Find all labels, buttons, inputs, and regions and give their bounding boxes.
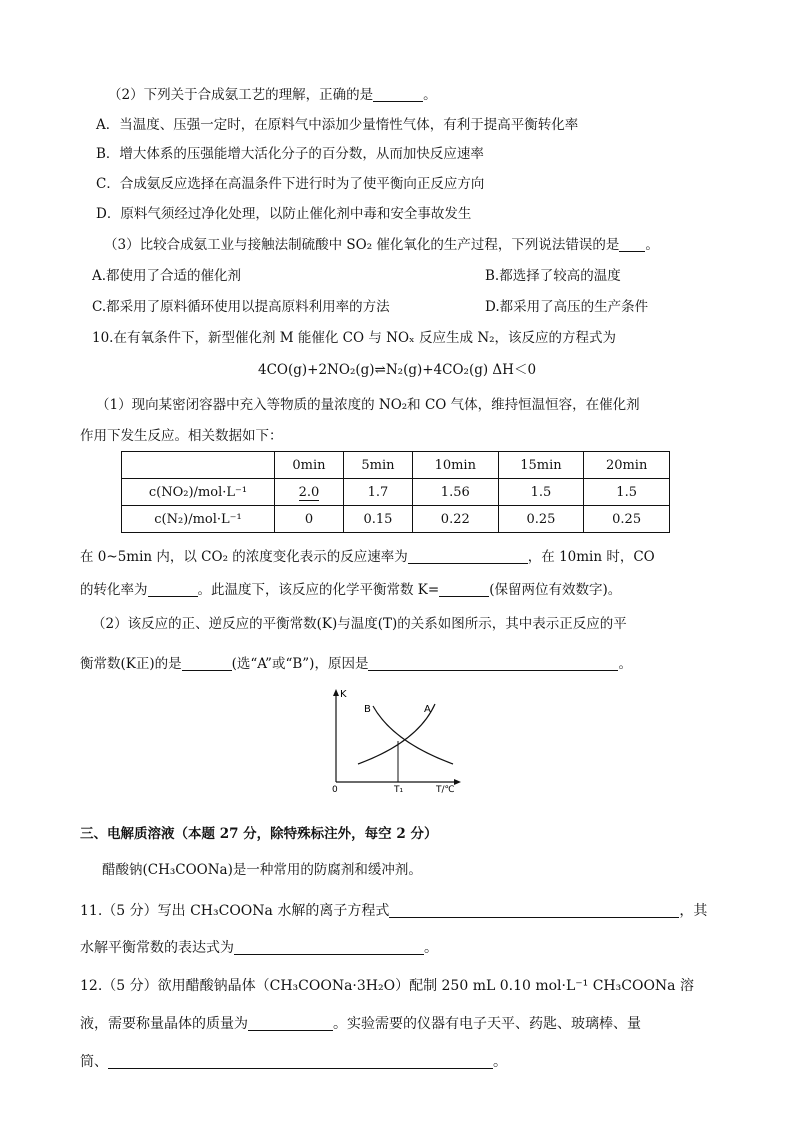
q11-line2: 水解平衡常数的表达式为 。 — [80, 940, 438, 956]
q10-part1-line2: 作用下发生反应。相关数据如下： — [80, 428, 283, 444]
q9-option-b: B．增大体系的压强能增大活化分子的百分数，从而加快反应速率 — [96, 146, 484, 162]
q9-part2: （2）下列关于合成氨工艺的理解，正确的是 。 — [108, 87, 437, 103]
answer-blank[interactable] — [389, 903, 679, 918]
q10-part2-line2: 衡常数(K正)的是 (选“A”或“B”)，原因是 。 — [80, 656, 632, 672]
t1-label: T₁ — [394, 785, 404, 795]
table-cell: 0 — [275, 506, 344, 533]
q10-part2-line1: （2）该反应的正、逆反应的平衡常数(K)与温度(T)的关系如图所示，其中表示正反应的平 — [92, 616, 627, 632]
table-cell: 0.15 — [343, 506, 412, 533]
q11-line1: 11.（5 分）写出 CH₃COONa 水解的离子方程式 ，其 — [80, 903, 708, 919]
q10-q1-line1: 在 0~5min 内，以 CO₂ 的浓度变化表示的反应速率为 ，在 10min 时，CO — [80, 549, 655, 565]
answer-blank[interactable] — [234, 940, 424, 955]
y-axis-label: K — [340, 689, 347, 700]
q12-line2: 液，需要称量晶体的质量为 。实验需要的仪器有电子天平、药匙、玻璃棒、量 — [80, 1016, 641, 1032]
curve-b — [373, 706, 453, 764]
table-header-cell: 15min — [498, 452, 584, 479]
table-header-row — [122, 452, 670, 479]
curve-b-label: B — [364, 704, 371, 715]
table-cell: 0.25 — [498, 506, 584, 533]
answer-blank[interactable] — [439, 583, 489, 598]
q9-p3-option-c: C.都采用了原料循环使用以提高原料利用率的方法 — [92, 299, 390, 315]
table-cell: 1.7 — [343, 479, 412, 506]
data-table — [121, 451, 670, 533]
q9-option-d: D．原料气须经过净化处理，以防止催化剂中毒和安全事故发生 — [96, 206, 472, 222]
answer-blank[interactable] — [373, 88, 423, 103]
q9-option-a: A．当温度、压强一定时，在原料气中添加少量惰性气体，有利于提高平衡转化率 — [96, 117, 579, 133]
section-3-intro: 醋酸钠(CH₃COONa)是一种常用的防腐剂和缓冲剂。 — [102, 862, 422, 878]
table-header-cell: 5min — [343, 452, 412, 479]
table-row-label: c(NO₂)/mol·L⁻¹ — [122, 479, 275, 506]
table-cell: 2.0 — [275, 479, 344, 506]
section-3-title: 三、电解质溶液（本题 27 分，除特殊标注外，每空 2 分） — [80, 826, 438, 842]
answer-blank[interactable] — [619, 238, 645, 253]
table-header-cell: 0min — [275, 452, 344, 479]
table-header-cell — [122, 452, 275, 479]
answer-blank[interactable] — [182, 657, 232, 672]
q10-equation: 4CO(g)+2NO₂(g)⇌N₂(g)+4CO₂(g) ΔH＜0 — [258, 362, 537, 378]
table-row-label: c(N₂)/mol·L⁻¹ — [122, 506, 275, 533]
q9-p3-option-d: D.都采用了高压的生产条件 — [485, 299, 649, 315]
y-axis-arrow — [333, 689, 339, 696]
q10-part1-line1: （1）现向某密闭容器中充入等物质的量浓度的 NO₂和 CO 气体，维持恒温恒容，在催化剂 — [96, 397, 640, 413]
q9-option-c: C．合成氨反应选择在高温条件下进行时为了使平衡向正反应方向 — [96, 176, 485, 192]
table-cell: 0.25 — [584, 506, 670, 533]
table-cell: 1.56 — [412, 479, 498, 506]
answer-blank[interactable] — [248, 1016, 333, 1031]
origin-label: 0 — [332, 785, 338, 795]
x-axis-label: T/℃ — [436, 785, 455, 795]
answer-blank[interactable] — [408, 550, 528, 565]
q10-q1-line2: 的转化率为 。此温度下，该反应的化学平衡常数 K= (保留两位有效数字)。 — [80, 582, 622, 598]
q10-stem: 10.在有氧条件下，新型催化剂 M 能催化 CO 与 NOₓ 反应生成 N₂，该反应的方程式为 — [92, 330, 617, 346]
table-row — [122, 479, 670, 506]
answer-blank[interactable] — [148, 583, 198, 598]
table-cell: 1.5 — [584, 479, 670, 506]
table-header-cell: 10min — [412, 452, 498, 479]
q12-line3: 筒、 。 — [80, 1054, 507, 1070]
q9-p3-option-b: B.都选择了较高的温度 — [485, 268, 621, 284]
k-vs-t-graph — [318, 684, 468, 796]
table-row — [122, 506, 670, 533]
x-axis-arrow — [454, 779, 461, 785]
q12-line1: 12.（5 分）欲用醋酸钠晶体（CH₃COONa·3H₂O）配制 250 mL 0.10 mol·L⁻¹ CH₃COONa 溶 — [80, 978, 694, 994]
answer-blank[interactable] — [108, 1054, 493, 1069]
answer-blank[interactable] — [368, 657, 618, 672]
table-cell: 1.5 — [498, 479, 584, 506]
table-cell: 0.22 — [412, 506, 498, 533]
curve-a-label: A — [424, 704, 431, 715]
q9-part3: （3）比较合成氨工业与接触法制硫酸中 SO₂ 催化氧化的生产过程，下列说法错误的是 。 — [104, 237, 659, 253]
table-header-cell: 20min — [584, 452, 670, 479]
q9-p3-option-a: A.都使用了合适的催化剂 — [92, 268, 242, 284]
